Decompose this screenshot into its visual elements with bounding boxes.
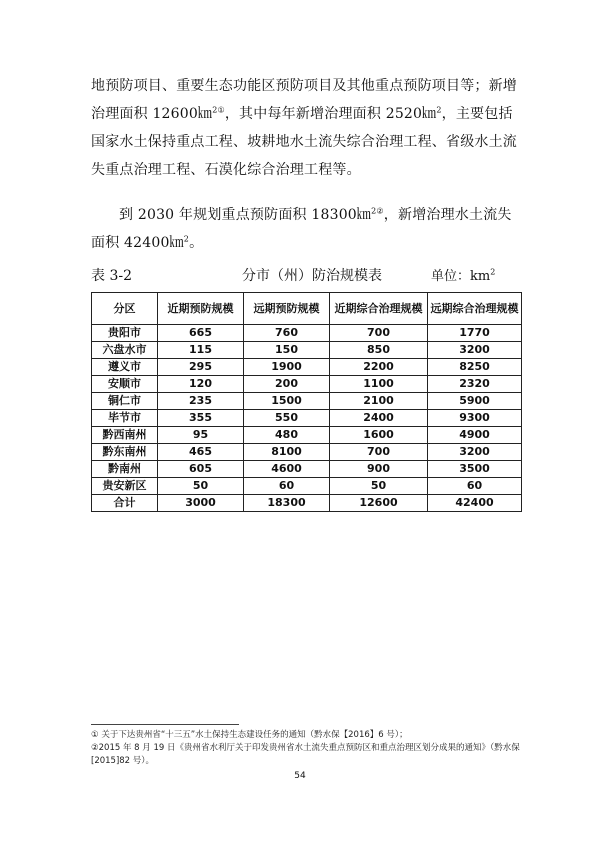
paragraph-text: ，新增治理水土流失面积 42400㎞ (91, 207, 512, 251)
value-cell: 8250 (428, 359, 522, 376)
region-cell: 黔东南州 (92, 444, 158, 461)
value-cell: 760 (244, 325, 330, 342)
value-cell: 900 (330, 461, 428, 478)
superscript: 2 (490, 267, 496, 277)
value-cell: 295 (158, 359, 244, 376)
table-title: 分市（州）防治规模表 (242, 268, 382, 284)
value-cell: 60 (244, 478, 330, 495)
region-cell: 铜仁市 (92, 393, 158, 410)
table-row (92, 393, 522, 410)
value-cell: 665 (158, 325, 244, 342)
value-cell: 8100 (244, 444, 330, 461)
value-cell: 4600 (244, 461, 330, 478)
table-header-row (92, 293, 522, 325)
value-cell: 605 (158, 461, 244, 478)
region-cell: 六盘水市 (92, 342, 158, 359)
unit-text: 单位：km (431, 269, 491, 284)
value-cell: 9300 (428, 410, 522, 427)
value-cell: 1770 (428, 325, 522, 342)
table-number: 表 3-2 (91, 268, 132, 284)
value-cell: 850 (330, 342, 428, 359)
table-row (92, 444, 522, 461)
footnote-ref-2: 2② (371, 206, 384, 216)
value-cell: 18300 (244, 495, 330, 512)
table-row (92, 495, 522, 512)
region-cell: 合计 (92, 495, 158, 512)
paragraph-text: ，主要包括国家水土保持重点工程、坡耕地水土流失综合治理工程、省级水土流失重点治理工程、石漠化综合治理工程等。 (91, 106, 517, 178)
value-cell: 550 (244, 410, 330, 427)
footnote-mark: ① (91, 730, 99, 740)
region-cell: 安顺市 (92, 376, 158, 393)
body-paragraph-1 (91, 72, 521, 184)
paragraph-text: 。 (189, 235, 204, 251)
value-cell: 3500 (428, 461, 522, 478)
value-cell: 700 (330, 444, 428, 461)
value-cell: 480 (244, 427, 330, 444)
value-cell: 12600 (330, 495, 428, 512)
table-row (92, 461, 522, 478)
region-cell: 毕节市 (92, 410, 158, 427)
footnote-mark: ② (91, 743, 99, 753)
footnote-2 (91, 742, 521, 768)
region-cell: 遵义市 (92, 359, 158, 376)
region-cell: 黔西南州 (92, 427, 158, 444)
superscript: 2 (436, 105, 442, 115)
table-caption (91, 265, 521, 287)
value-cell: 200 (244, 376, 330, 393)
value-cell: 50 (158, 478, 244, 495)
value-cell: 235 (158, 393, 244, 410)
table-header-cell: 分区 (92, 293, 158, 325)
paragraph-text: ，其中每年新增治理面积 2520㎞ (224, 106, 437, 122)
value-cell: 1100 (330, 376, 428, 393)
footnote-ref-1: 2① (212, 105, 225, 115)
value-cell: 2200 (330, 359, 428, 376)
scale-table (91, 292, 522, 512)
value-cell: 95 (158, 427, 244, 444)
value-cell: 2320 (428, 376, 522, 393)
table-unit (431, 265, 495, 284)
table-row (92, 359, 522, 376)
value-cell: 150 (244, 342, 330, 359)
page-number: 54 (294, 771, 306, 781)
value-cell: 115 (158, 342, 244, 359)
table-row (92, 376, 522, 393)
paragraph-text: 到 2030 年规划重点预防面积 18300㎞ (119, 207, 372, 223)
table-header-cell: 远期预防规模 (244, 293, 330, 325)
table-header-cell: 近期综合治理规模 (330, 293, 428, 325)
value-cell: 120 (158, 376, 244, 393)
table-row (92, 427, 522, 444)
paragraph-text: 地预防项目、重要生态功能区预防项目及其他重点预防项目等；新增治理面积 12600㎞ (91, 78, 517, 122)
value-cell: 700 (330, 325, 428, 342)
value-cell: 60 (428, 478, 522, 495)
footnote-text: 2015 年 8 月 19 日《贵州省水利厅关于印发贵州省水土流失重点预防区和重点治理区划分成果的通知》（黔水保[2015]82 号）。 (91, 743, 520, 766)
region-cell: 黔南州 (92, 461, 158, 478)
value-cell: 2400 (330, 410, 428, 427)
table-row (92, 410, 522, 427)
table-header-cell: 近期预防规模 (158, 293, 244, 325)
region-cell: 贵安新区 (92, 478, 158, 495)
table-row (92, 342, 522, 359)
footnote-separator (91, 724, 239, 725)
value-cell: 355 (158, 410, 244, 427)
value-cell: 4900 (428, 427, 522, 444)
value-cell: 2100 (330, 393, 428, 410)
table-header-cell: 远期综合治理规模 (428, 293, 522, 325)
table-body (92, 325, 522, 512)
value-cell: 3200 (428, 342, 522, 359)
value-cell: 1500 (244, 393, 330, 410)
value-cell: 3200 (428, 444, 522, 461)
footnote-1 (91, 729, 521, 742)
value-cell: 50 (330, 478, 428, 495)
value-cell: 3000 (158, 495, 244, 512)
value-cell: 1600 (330, 427, 428, 444)
table-row (92, 325, 522, 342)
superscript: 2 (183, 234, 190, 244)
value-cell: 1900 (244, 359, 330, 376)
value-cell: 5900 (428, 393, 522, 410)
value-cell: 42400 (428, 495, 522, 512)
body-paragraph-2 (91, 201, 521, 257)
footnote-text: 关于下达贵州省“十三五”水土保持生态建设任务的通知（黔水保【2016】6 号）； (101, 730, 408, 740)
value-cell: 465 (158, 444, 244, 461)
region-cell: 贵阳市 (92, 325, 158, 342)
table-row (92, 478, 522, 495)
